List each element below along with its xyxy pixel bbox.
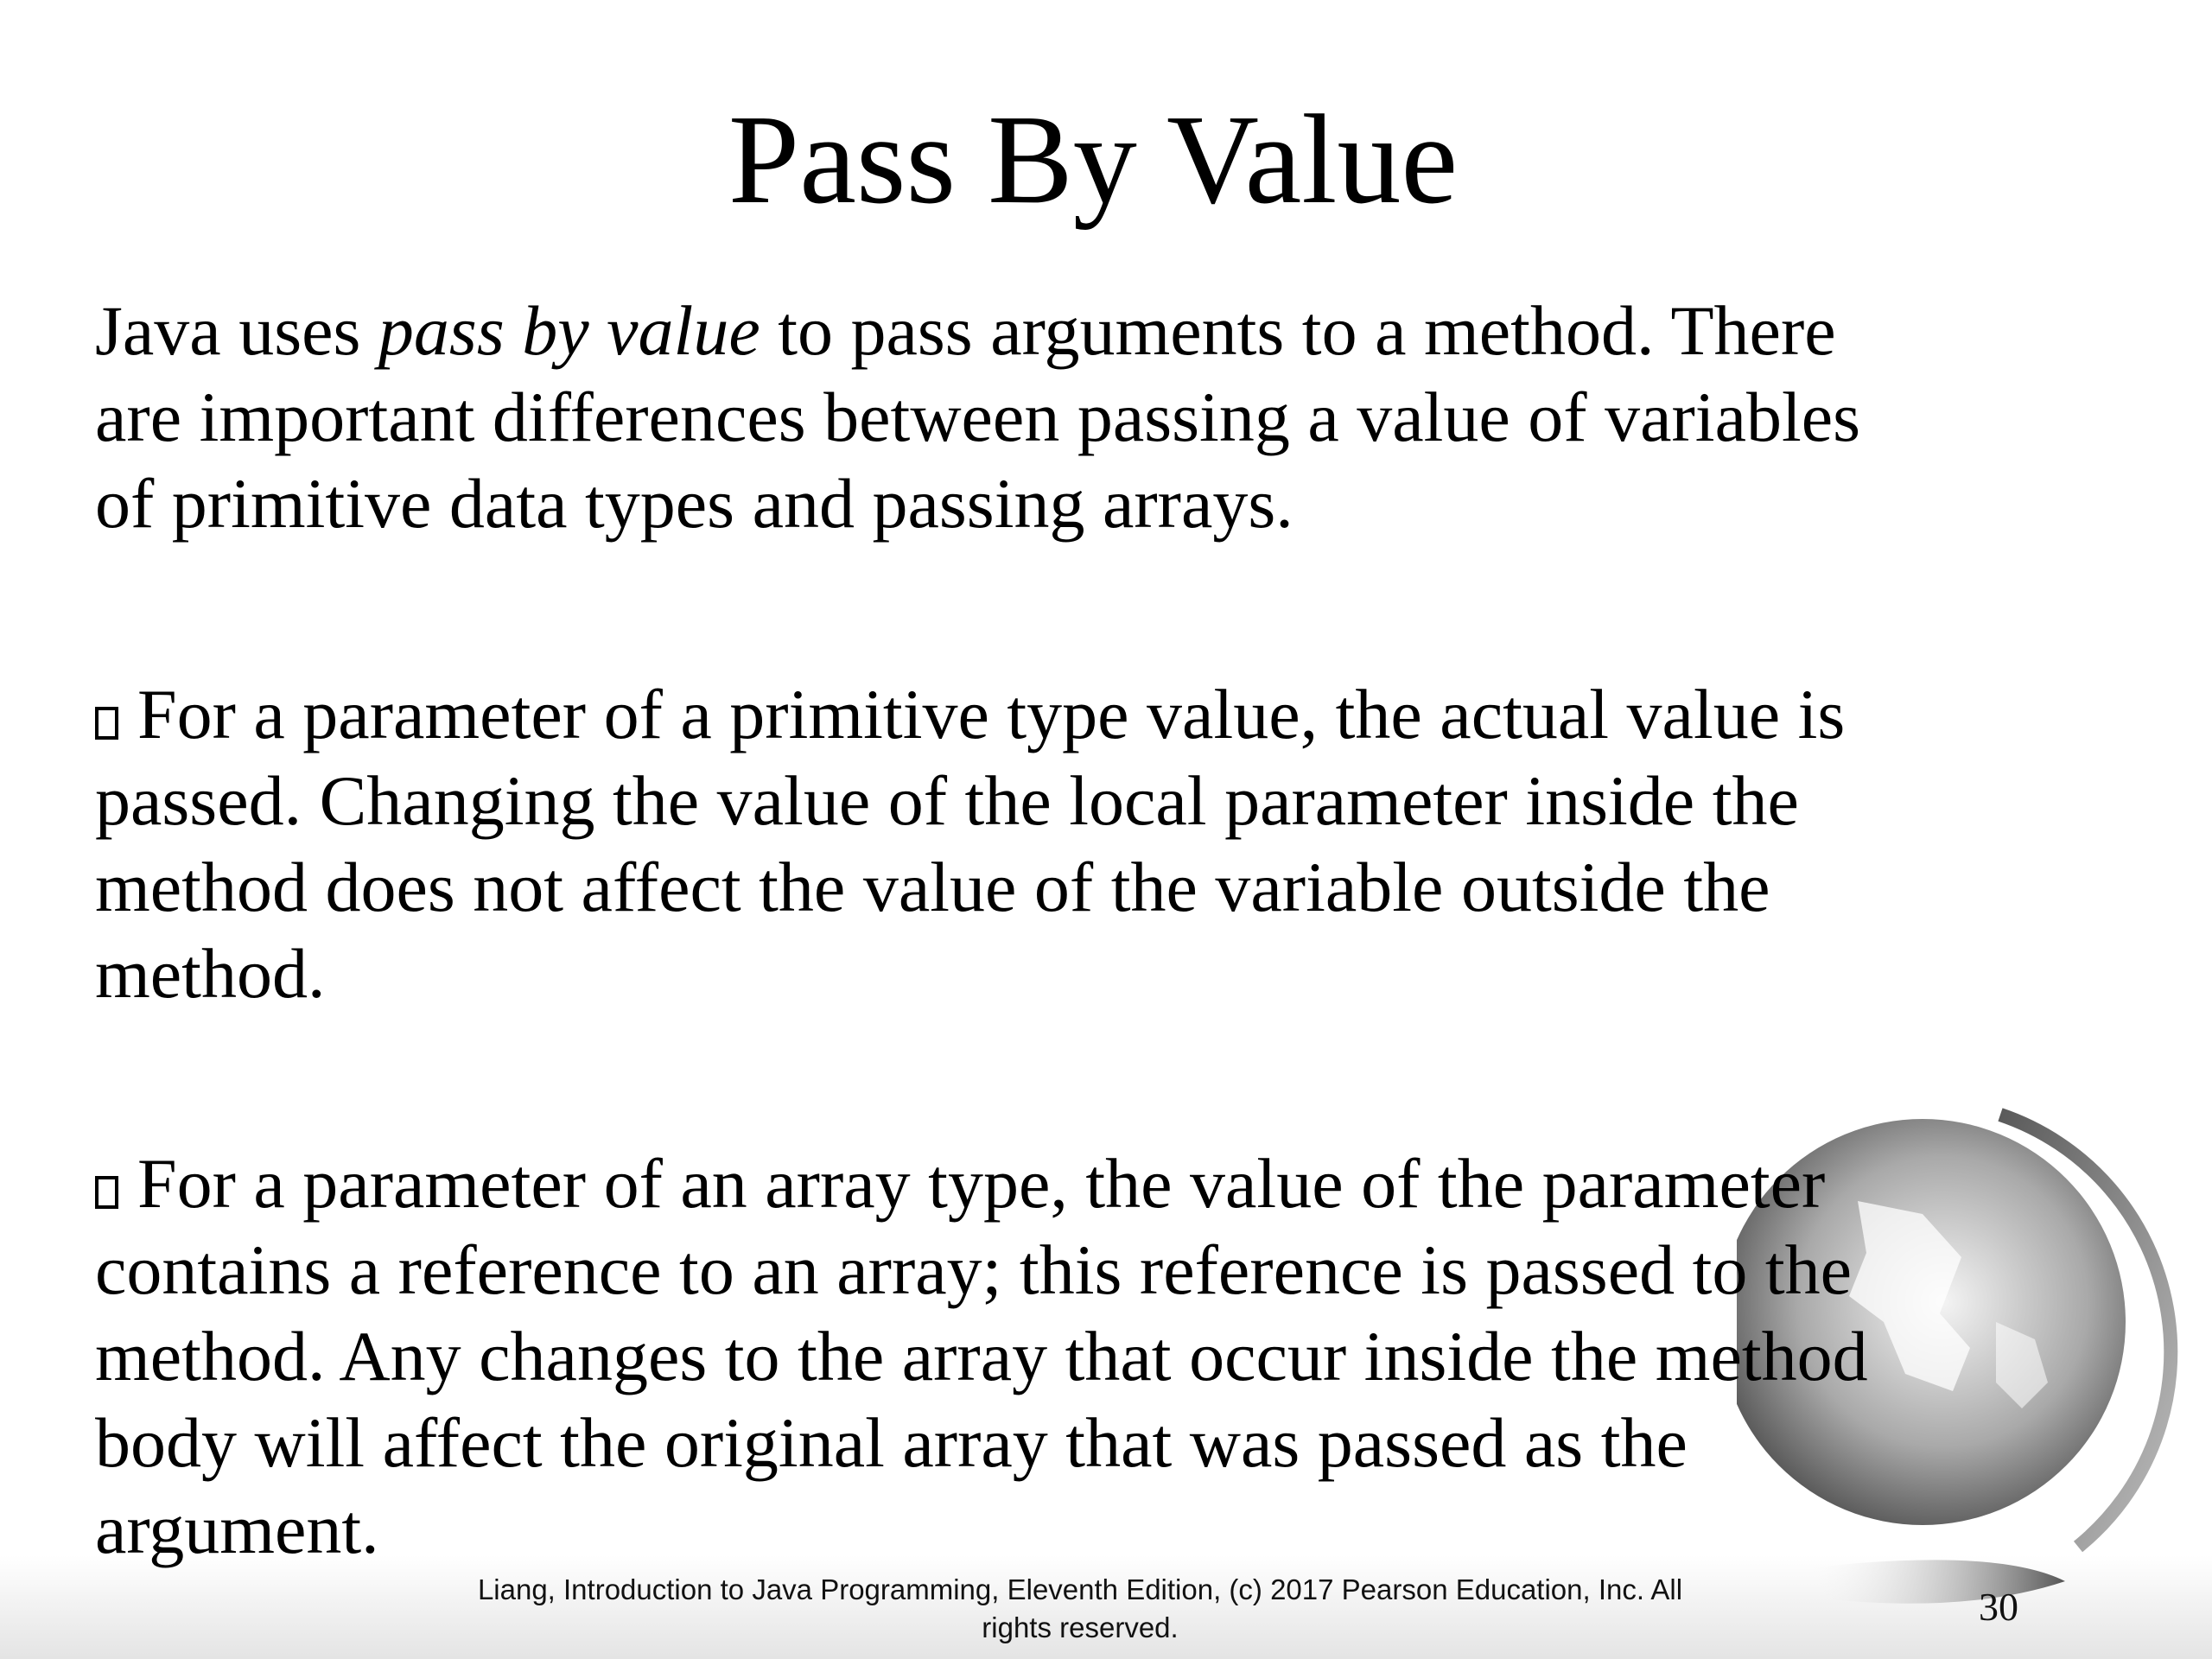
- square-bullet-icon: [95, 1176, 118, 1209]
- bullet-array-line-1: [95, 1141, 2152, 1227]
- bullet-array: [95, 1141, 2152, 1573]
- bullet-primitive-line-2: passed. Changing the value of the local parameter inside the: [95, 761, 1799, 840]
- page-number: 30: [1979, 1585, 2018, 1629]
- footer-line-2: rights reserved.: [982, 1611, 1179, 1643]
- intro-line-1: [95, 288, 2152, 374]
- intro-line-2: are important differences between passing a value of variables: [95, 378, 1861, 456]
- bullet-primitive-text-1: For a parameter of a primitive type value, the actual value is: [137, 675, 1846, 753]
- bullet-array-line-5: argument.: [95, 1490, 379, 1568]
- square-bullet-icon: [95, 707, 118, 740]
- footer-line-1: Liang, Introduction to Java Programming, Eleventh Edition, (c) 2017 Pearson Education, Inc. All: [477, 1573, 1683, 1605]
- intro-text-after: to pass arguments to a method. There: [760, 291, 1836, 370]
- footer-copyright: [380, 1571, 1780, 1647]
- emphasis-pass-by-value: pass by value: [378, 291, 760, 370]
- slide-title: Pass By Value: [728, 89, 1459, 231]
- bullet-primitive-line-3: method does not affect the value of the variable outside the: [95, 848, 1770, 926]
- intro-text-before: Java uses: [95, 291, 378, 370]
- bullet-array-line-2: contains a reference to an array; this reference is passed to the: [95, 1230, 1853, 1309]
- bullet-array-text-1: For a parameter of an array type, the value of the parameter: [137, 1144, 1826, 1223]
- bullet-array-line-4: body will affect the original array that was passed as the: [95, 1403, 1688, 1482]
- bullet-primitive-line-4: method.: [95, 934, 326, 1013]
- intro-line-3: of primitive data types and passing arrays.: [95, 464, 1294, 543]
- intro-paragraph: [95, 288, 2152, 547]
- bullet-array-line-3: method. Any changes to the array that occur inside the method: [95, 1317, 1868, 1395]
- bullet-primitive: [95, 671, 2152, 1017]
- bullet-primitive-line-1: [95, 671, 2152, 758]
